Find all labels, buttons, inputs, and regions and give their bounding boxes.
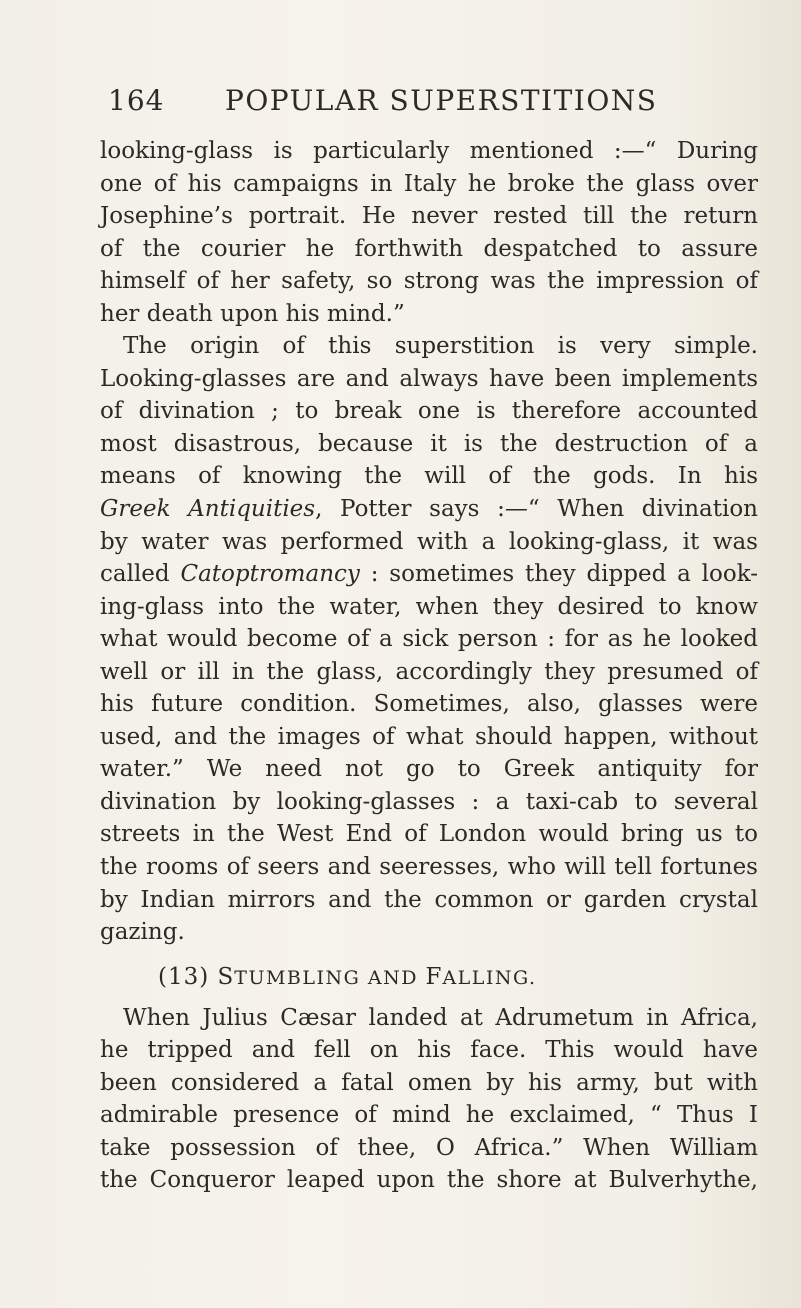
text-line (100, 493, 758, 526)
paragraph-2 (100, 330, 758, 948)
text-line: The origin of this superstition is very simple. (123, 333, 758, 360)
text-line: himself of her safety, so strong was the impression of (100, 268, 758, 295)
text-line: been considered a fatal omen by his army, but with (100, 1069, 758, 1096)
text-line: used, and the images of what should happen, without (100, 723, 758, 750)
text-line: looking-glass is particularly mentioned :—“ During (100, 138, 758, 164)
text-line: means of knowing the will of the gods. In his (100, 463, 758, 490)
text-line: by water was performed with a looking-glass, it was (100, 528, 758, 555)
text-line: of divination ; to break one is therefore accounted (100, 398, 758, 425)
text-line: the Conqueror leaped upon the shore at Bulverhythe, (100, 1167, 758, 1194)
text-line: Josephine’s portrait. He never rested till the return (100, 203, 758, 230)
text-line: water.” We need not go to Greek antiquity for (100, 756, 758, 783)
text-line: his future condition. Sometimes, also, glasses were (100, 691, 758, 718)
text-line: When Julius Cæsar landed at Adrumetum in Africa, (123, 1004, 758, 1031)
text-line: one of his campaigns in Italy he broke the glass over (100, 170, 758, 197)
paragraph-1 (100, 135, 758, 330)
text-line (100, 558, 758, 591)
term-italic: Catoptromancy (180, 561, 360, 588)
text-fragment: : sometimes they dipped a look- (359, 561, 759, 588)
page-number: 164 (108, 84, 165, 117)
page-header (100, 84, 757, 128)
text-line: admirable presence of mind he exclaimed, “ Thus I (100, 1102, 758, 1129)
text-line: Looking-glasses are and always have been implements (100, 365, 758, 392)
text-line: divination by looking-glasses : a taxi-cab to several (100, 788, 758, 815)
text-fragment: called (100, 561, 181, 588)
text-line: the rooms of seers and seeresses, who will tell fortunes (100, 854, 758, 881)
book-title-italic: Greek Antiquities (100, 496, 316, 523)
body-text (100, 135, 758, 1197)
text-line: take possession of thee, O Africa.” When William (100, 1134, 758, 1161)
section-title-initial: S (217, 963, 235, 990)
running-title: POPULAR SUPERSTITIONS (225, 84, 658, 117)
text-line: what would become of a sick person : for as he looked (100, 626, 758, 653)
text-fragment: , Potter says :—“ When divination (315, 496, 758, 523)
section-title-smallcaps: ALLING. (442, 966, 537, 989)
text-line: gazing. (100, 919, 185, 946)
text-line: most disastrous, because it is the destruction of a (100, 430, 758, 457)
text-line: by Indian mirrors and the common or garden crystal (100, 886, 758, 913)
section-heading (100, 949, 758, 1002)
section-number: (13) (158, 963, 210, 990)
text-line: ing-glass into the water, when they desired to know (100, 593, 758, 620)
text-line: he tripped and fell on his face. This would have (100, 1037, 758, 1064)
text-line: of the courier he forthwith despatched to assure (100, 235, 758, 262)
section-title-initial: F (425, 963, 443, 990)
text-line: her death upon his mind.” (100, 300, 405, 327)
paragraph-3 (100, 1002, 758, 1197)
text-line: well or ill in the glass, accordingly they presumed of (100, 658, 758, 685)
text-line: streets in the West End of London would bring us to (100, 821, 758, 848)
section-title-smallcaps: TUMBLING AND (234, 966, 426, 989)
